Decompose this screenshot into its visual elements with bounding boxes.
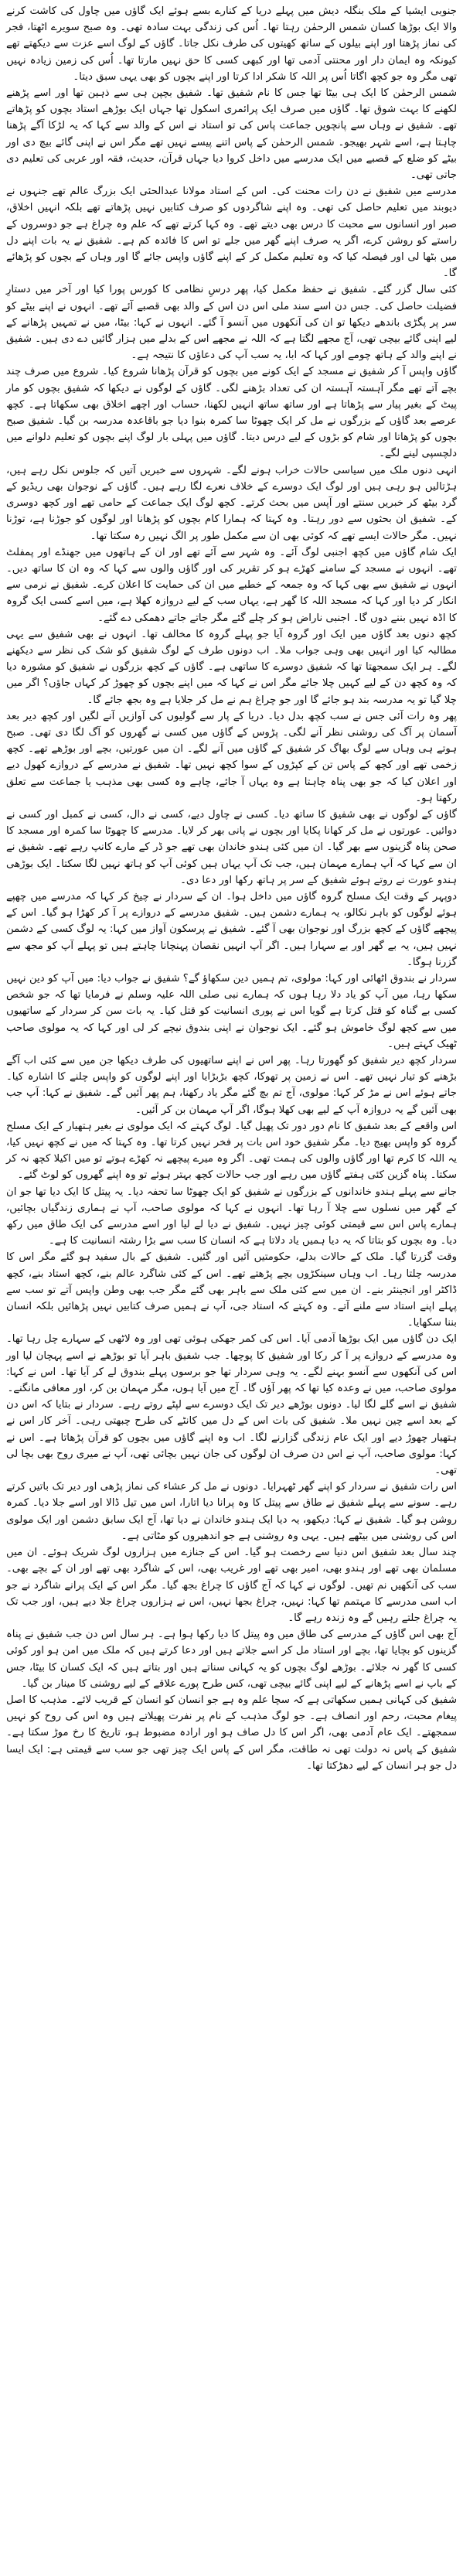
paragraph: گاؤں کے لوگوں نے بھی شفیق کا ساتھ دیا۔ کسی نے چاول دیے، کسی نے دال، کسی نے کمبل اور کسی نے دوائیں۔ عورتوں نے مل کر کھانا پکایا اور بچوں نے پانی بھر کر لایا۔ مدرسے کا چھوٹا سا کمرہ اور مسجد کا صحن پناہ گزینوں سے بھر گیا۔ ان میں کئی ہندو خاندان بھی تھے جو ڈر کے مارے کانپ رہے تھے۔ شفیق نے ان سے کہا کہ آپ ہمارے مہمان ہیں، جب تک آپ یہاں ہیں کوئی آپ کو ہاتھ نہیں لگا سکتا۔ ایک بوڑھی ہندو عورت نے روتے ہوئے شفیق کے سر پر ہاتھ رکھا اور دعا دی۔ — [6, 808, 457, 886]
paragraph: پھر وہ رات آئی جس نے سب کچھ بدل دیا۔ دریا کے پار سے گولیوں کی آوازیں آنے لگیں اور کچھ دیر بعد آسمان پر آگ کی روشنی نظر آنے لگی۔ پڑوس کے گاؤں میں کسی نے گھروں کو آگ لگا دی تھی۔ صبح ہوتے ہی وہاں سے لوگ بھاگ کر شفیق کے گاؤں میں آنے لگے۔ ان میں عورتیں، بچے اور بوڑھے تھے۔ کچھ زخمی تھے اور کچھ کے پاس تن کے کپڑوں کے سوا کچھ نہیں تھا۔ شفیق نے مدرسے کے دروازے کھول دیے اور اعلان کیا کہ جو بھی پناہ چاہتا ہے وہ یہاں آ جائے، چاہے وہ کسی بھی مذہب یا جماعت سے تعلق رکھتا ہو۔ — [6, 710, 457, 804]
paragraph: انہی دنوں ملک میں سیاسی حالات خراب ہونے لگے۔ شہروں سے خبریں آتیں کہ جلوس نکل رہے ہیں، ہڑتالیں ہو رہی ہیں اور لوگ ایک دوسرے کے خلاف نعرے لگا رہے ہیں۔ گاؤں کے نوجوان بھی ریڈیو کے گرد بیٹھ کر خبریں سنتے اور آپس میں بحث کرتے۔ کچھ لوگ ایک جماعت کے حامی تھے اور کچھ دوسری کے۔ شفیق ان بحثوں سے دور رہتا۔ وہ کہتا کہ ہمارا کام بچوں کو پڑھانا اور لوگوں کو جوڑنا ہے، توڑنا نہیں۔ مگر حالات ایسے تھے کہ کوئی بھی ان سے مکمل طور پر الگ نہیں رہ سکتا تھا۔ — [6, 464, 457, 542]
paragraph: وقت گزرتا گیا۔ ملک کے حالات بدلے، حکومتیں آئیں اور گئیں۔ شفیق کے بال سفید ہو گئے مگر اس کا مدرسہ چلتا رہا۔ اب وہاں سینکڑوں بچے پڑھتے تھے۔ اس کے کئی شاگرد عالم بنے، کچھ استاد بنے، کچھ ڈاکٹر اور انجینئر بنے۔ ان میں سے کئی ملک سے باہر بھی گئے مگر جب بھی وطن واپس آتے تو سب سے پہلے اپنے استاد سے ملنے آتے۔ وہ کہتے کہ استاد جی، آپ نے ہمیں صرف کتابیں نہیں پڑھائیں بلکہ انسان بننا سکھایا۔ — [6, 1251, 457, 1329]
paragraph: کئی سال گزر گئے۔ شفیق نے حفظ مکمل کیا، پھر درسِ نظامی کا کورس پورا کیا اور آخر میں دستارِ فضیلت حاصل کی۔ جس دن اسے سند ملی اس دن اس کے والد بھی قصبے آئے تھے۔ انہوں نے اپنے بیٹے کو سر پر پگڑی باندھے دیکھا تو ان کی آنکھوں میں آنسو آ گئے۔ انہوں نے کہا: بیٹا، میں نے تمہیں پڑھانے کے لیے اپنی گائے بیچی تھی، آج مجھے لگتا ہے کہ اللہ نے مجھے اس کے بدلے میں ہزار گائیں دے دی ہیں۔ شفیق نے اپنے والد کے ہاتھ چومے اور کہا کہ ابا، یہ سب آپ کی دعاؤں کا نتیجہ ہے۔ — [6, 284, 457, 362]
paragraph: چند سال بعد شفیق اس دنیا سے رخصت ہو گیا۔ اس کے جنازے میں ہزاروں لوگ شریک ہوئے۔ ان میں مسلمان بھی تھے اور ہندو بھی، امیر بھی تھے اور غریب بھی، اس کے شاگرد بھی تھے اور ان کے بچے بھی۔ سب کی آنکھیں نم تھیں۔ لوگوں نے کہا کہ آج گاؤں کا چراغ بجھ گیا۔ مگر اس کے ایک پرانے شاگرد نے جو اب اسی مدرسے کا مہتمم تھا کہا: نہیں، چراغ بجھا نہیں، اس نے ہزاروں چراغ جلا دیے ہیں، اور جب تک یہ چراغ جلتے رہیں گے وہ زندہ رہے گا۔ — [6, 1547, 457, 1624]
paragraph: ایک دن گاؤں میں ایک بوڑھا آدمی آیا۔ اس کی کمر جھکی ہوئی تھی اور وہ لاٹھی کے سہارے چل رہا تھا۔ وہ مدرسے کے دروازے پر آ کر رکا اور شفیق کا پوچھا۔ جب شفیق باہر آیا تو بوڑھے نے اسے پہچان لیا اور اس کی آنکھوں سے آنسو بہنے لگے۔ یہ وہی سردار تھا جو برسوں پہلے بندوق لے کر آیا تھا۔ اس نے کہا: مولوی صاحب، میں نے وعدہ کیا تھا کہ پھر آؤں گا۔ آج میں آیا ہوں، مگر مہمان بن کر، اور معافی مانگنے۔ — [6, 1333, 457, 1395]
paragraph: شفیق کی کہانی ہمیں سکھاتی ہے کہ سچا علم وہ ہے جو انسان کو انسان کے قریب لائے۔ مذہب کا اصل پیغام محبت، رحم اور انصاف ہے۔ جو لوگ مذہب کے نام پر نفرت پھیلاتے ہیں وہ اس کی روح کو نہیں سمجھتے۔ ایک عام آدمی بھی، اگر اس کا دل صاف ہو اور ارادہ مضبوط ہو، تاریخ کا رخ موڑ سکتا ہے۔ شفیق کے پاس نہ دولت تھی نہ طاقت، مگر اس کے پاس ایک چیز تھی جو سب سے قیمتی ہے: ایک ایسا دل جو ہر انسان کے لیے دھڑکتا تھا۔ — [6, 1694, 457, 1772]
paragraph: ایک شام گاؤں میں کچھ اجنبی لوگ آئے۔ وہ شہر سے آئے تھے اور ان کے ہاتھوں میں جھنڈے اور پمفلٹ تھے۔ انہوں نے مسجد کے سامنے کھڑے ہو کر تقریر کی اور گاؤں والوں سے کہا کہ وہ ان کا ساتھ دیں۔ انہوں نے شفیق سے بھی کہا کہ وہ جمعہ کے خطبے میں ان کی حمایت کا اعلان کرے۔ شفیق نے نرمی سے انکار کر دیا اور کہا کہ مسجد اللہ کا گھر ہے، یہاں سب کے لیے دروازہ کھلا ہے، میں اسے کسی ایک گروہ کا اڈہ نہیں بننے دوں گا۔ اجنبی ناراض ہو کر چلے گئے مگر جاتے جاتے دھمکی دے گئے۔ — [6, 546, 457, 624]
paragraph: سردار کچھ دیر شفیق کو گھورتا رہا۔ پھر اس نے اپنے ساتھیوں کی طرف دیکھا جن میں سے کئی اب آگے بڑھنے کو تیار نہیں تھے۔ اس نے زمین پر تھوکا، کچھ بڑبڑایا اور اپنے لوگوں کو واپس چلنے کا اشارہ کیا۔ جاتے ہوئے اس نے مڑ کر کہا: مولوی، آج تم بچ گئے مگر یاد رکھنا، ہم پھر آئیں گے۔ شفیق نے کہا: آپ جب بھی آئیں گے یہ دروازہ آپ کے لیے بھی کھلا ہوگا، اگر آپ مہمان بن کر آئیں۔ — [6, 1055, 457, 1116]
paragraph: جانے سے پہلے ہندو خاندانوں کے بزرگوں نے شفیق کو ایک چھوٹا سا تحفہ دیا۔ یہ پیتل کا ایک دیا تھا جو ان کے گھر میں نسلوں سے چلا آ رہا تھا۔ انہوں نے کہا کہ مولوی صاحب، آپ نے ہماری زندگیاں بچائیں، ہمارے پاس اس سے قیمتی کوئی چیز نہیں۔ شفیق نے دیا لے لیا اور اسے مدرسے کی ایک طاق میں رکھ دیا۔ وہ بچوں کو بتاتا کہ یہ دیا ہمیں یاد دلاتا ہے کہ انسان کا سب سے بڑا رشتہ انسانیت کا ہے۔ — [6, 1186, 457, 1247]
paragraph: گاؤں واپس آ کر شفیق نے مسجد کے ایک کونے میں بچوں کو قرآن پڑھانا شروع کیا۔ شروع میں صرف چند بچے آتے تھے مگر آہستہ آہستہ ان کی تعداد بڑھنے لگی۔ گاؤں کے لوگوں نے دیکھا کہ شفیق بچوں کو مار پیٹ کے بغیر پیار سے پڑھاتا ہے اور ساتھ ساتھ انہیں لکھنا، حساب اور اچھے اخلاق بھی سکھاتا ہے۔ کچھ عرصے بعد گاؤں کے بزرگوں نے مل کر ایک چھوٹا سا کمرہ بنوا دیا جو باقاعدہ مدرسہ بن گیا۔ شفیق صبح بچوں کو پڑھاتا اور شام کو بڑوں کے لیے درس دیتا۔ گاؤں میں پہلی بار لوگ اپنے بچوں کو تعلیم دلوانے میں دلچسپی لینے لگے۔ — [6, 366, 457, 460]
paragraph: جنوبی ایشیا کے ملک بنگلہ دیش میں پہلے دریا کے کنارے بسے ہوئے ایک گاؤں میں چاول کی کاشت کرنے والا ایک بوڑھا کسان شمس الرحمٰن رہتا تھا۔ اُس کی زندگی بہت سادہ تھی۔ وہ صبح سویرے اٹھتا، فجر کی نماز پڑھتا اور اپنے بیلوں کے ساتھ کھیتوں کی طرف نکل جاتا۔ گاؤں کے لوگ اسے عزت سے دیکھتے تھے کیونکہ وہ ایمان دار اور محنتی آدمی تھا اور کبھی کسی کا حق نہیں مارتا تھا۔ اُس کی زمین زیادہ نہیں تھی مگر وہ جو کچھ اگاتا اُس پر اللہ کا شکر ادا کرتا اور اپنے بچوں کو بھی یہی سبق دیتا۔ — [6, 5, 457, 83]
paragraph: مدرسے میں شفیق نے دن رات محنت کی۔ اس کے استاد مولانا عبدالحئی ایک بزرگ عالم تھے جنہوں نے دیوبند میں تعلیم حاصل کی تھی۔ وہ اپنے شاگردوں کو صرف کتابیں نہیں پڑھاتے تھے بلکہ انہیں اخلاق، صبر اور انسانوں سے محبت کا درس بھی دیتے تھے۔ وہ کہا کرتے تھے کہ علم وہ چراغ ہے جو دوسروں کے راستے کو روشن کرے، اگر یہ صرف اپنے گھر میں جلے تو اس کا فائدہ کم ہے۔ شفیق نے یہ بات اپنے دل میں بٹھا لی اور فیصلہ کیا کہ وہ تعلیم مکمل کر کے اپنے گاؤں واپس جائے گا اور وہاں کے بچوں کو پڑھائے گا۔ — [6, 186, 457, 280]
paragraph: شفیق نے اسے گلے لگا لیا۔ دونوں بوڑھے دیر تک ایک دوسرے سے لپٹے روتے رہے۔ سردار نے بتایا کہ اس دن کے بعد اسے چین نہیں ملا۔ شفیق کی بات اس کے دل میں کانٹے کی طرح چبھتی رہی۔ آخر کار اس نے ہتھیار چھوڑ دیے اور ایک عام زندگی گزارنے لگا۔ اب وہ اپنے گاؤں میں بچوں کو قرآن پڑھاتا ہے۔ اس نے کہا: مولوی صاحب، آپ نے اس دن صرف ان لوگوں کی جان نہیں بچائی تھی، آپ نے میری روح بھی بچا لی تھی۔ — [6, 1399, 457, 1477]
paragraph: آج بھی اس گاؤں کے مدرسے کی طاق میں وہ پیتل کا دیا رکھا ہوا ہے۔ ہر سال اس دن جب شفیق نے پناہ گزینوں کو بچایا تھا، بچے اور استاد مل کر اسے جلاتے ہیں اور دعا کرتے ہیں کہ ملک میں امن ہو اور کوئی کسی کا گھر نہ جلائے۔ بوڑھے لوگ بچوں کو یہ کہانی سناتے ہیں اور بتاتے ہیں کہ ایک کسان کا بیٹا، جس کے باپ نے اسے پڑھانے کے لیے اپنی گائے بیچی تھی، کس طرح پورے علاقے کے لیے روشنی کا مینار بن گیا۔ — [6, 1629, 457, 1690]
paragraph: اس واقعے کے بعد شفیق کا نام دور دور تک پھیل گیا۔ لوگ کہتے کہ ایک مولوی نے بغیر ہتھیار کے ایک مسلح گروہ کو واپس بھیج دیا۔ مگر شفیق خود اس بات پر فخر نہیں کرتا تھا۔ وہ کہتا کہ میں نے کچھ نہیں کیا، یہ اللہ کا کرم تھا اور گاؤں والوں کی ہمت تھی۔ اگر وہ میرے پیچھے نہ کھڑے ہوتے تو میں اکیلا کچھ نہ کر سکتا۔ پناہ گزین کئی ہفتے گاؤں میں رہے اور جب حالات کچھ بہتر ہوئے تو وہ اپنے گھروں کو لوٹ گئے۔ — [6, 1120, 457, 1182]
paragraph: دوپہر کے وقت ایک مسلح گروہ گاؤں میں داخل ہوا۔ ان کے سردار نے چیخ کر کہا کہ مدرسے میں چھپے ہوئے لوگوں کو باہر نکالو، یہ ہمارے دشمن ہیں۔ شفیق مدرسے کے دروازے پر آ کر کھڑا ہو گیا۔ اس کے پیچھے گاؤں کے کچھ بزرگ اور نوجوان بھی آ گئے۔ شفیق نے پرسکون آواز میں کہا: یہ لوگ کسی کے دشمن نہیں ہیں، یہ بے گھر اور بے سہارا ہیں۔ اگر آپ انہیں نقصان پہنچانا چاہتے ہیں تو پہلے آپ کو مجھ سے گزرنا ہوگا۔ — [6, 890, 457, 968]
paragraph: سردار نے بندوق اٹھائی اور کہا: مولوی، تم ہمیں دین سکھاؤ گے؟ شفیق نے جواب دیا: میں آپ کو دین نہیں سکھا رہا، میں آپ کو یاد دلا رہا ہوں کہ ہمارے نبی صلی اللہ علیہ وسلم نے فرمایا تھا کہ جو شخص کسی بے گناہ کو قتل کرتا ہے گویا اس نے پوری انسانیت کو قتل کیا۔ یہ بات سن کر سردار کے ساتھیوں میں سے کچھ لوگ خاموش ہو گئے۔ ایک نوجوان نے اپنی بندوق نیچے کر لی اور کہا کہ یہ مولوی صاحب ٹھیک کہتے ہیں۔ — [6, 972, 457, 1050]
paragraph: اس رات شفیق نے سردار کو اپنے گھر ٹھہرایا۔ دونوں نے مل کر عشاء کی نماز پڑھی اور دیر تک باتیں کرتے رہے۔ سونے سے پہلے شفیق نے طاق سے پیتل کا وہ پرانا دیا اتارا، اس میں تیل ڈالا اور اسے جلا دیا۔ کمرہ روشن ہو گیا۔ شفیق نے کہا: دیکھو، یہ دیا ایک ہندو خاندان نے دیا تھا، آج ایک سابق دشمن اور ایک مولوی اس کی روشنی میں بیٹھے ہیں۔ یہی وہ روشنی ہے جو اندھیروں کو مٹاتی ہے۔ — [6, 1481, 457, 1542]
paragraph: کچھ دنوں بعد گاؤں میں ایک اور گروہ آیا جو پہلے گروہ کا مخالف تھا۔ انہوں نے بھی شفیق سے یہی مطالبہ کیا اور انہیں بھی وہی جواب ملا۔ اب دونوں طرف کے لوگ شفیق کو شک کی نظر سے دیکھنے لگے۔ ہر ایک سمجھتا تھا کہ شفیق دوسرے کا ساتھی ہے۔ گاؤں کے کچھ بزرگوں نے شفیق کو مشورہ دیا کہ وہ کچھ دن کے لیے کہیں چلا جائے مگر اس نے کہا کہ میں اپنے بچوں کو چھوڑ کر کہاں جاؤں؟ اگر میں چلا گیا تو یہ مدرسہ بند ہو جائے گا اور جو چراغ ہم نے مل کر جلایا ہے وہ بجھ جائے گا۔ — [6, 628, 457, 706]
paragraph: شمس الرحمٰن کا ایک ہی بیٹا تھا جس کا نام شفیق تھا۔ شفیق بچپن ہی سے ذہین تھا اور اسے پڑھنے لکھنے کا بہت شوق تھا۔ گاؤں میں صرف ایک پرائمری اسکول تھا جہاں ایک بوڑھے استاد بچوں کو پڑھاتے تھے۔ شفیق نے وہاں سے پانچویں جماعت پاس کی تو استاد نے اس کے والد سے کہا کہ یہ لڑکا آگے پڑھنا چاہتا ہے، اسے شہر بھیجو۔ شمس الرحمٰن کے پاس اتنے پیسے نہیں تھے مگر اس نے اپنی گائے بیچ دی اور بیٹے کو ضلع کے قصبے میں ایک مدرسے میں داخل کروا دیا جہاں قرآن، حدیث، فقہ اور عربی کی تعلیم دی جاتی تھی۔ — [6, 87, 457, 182]
